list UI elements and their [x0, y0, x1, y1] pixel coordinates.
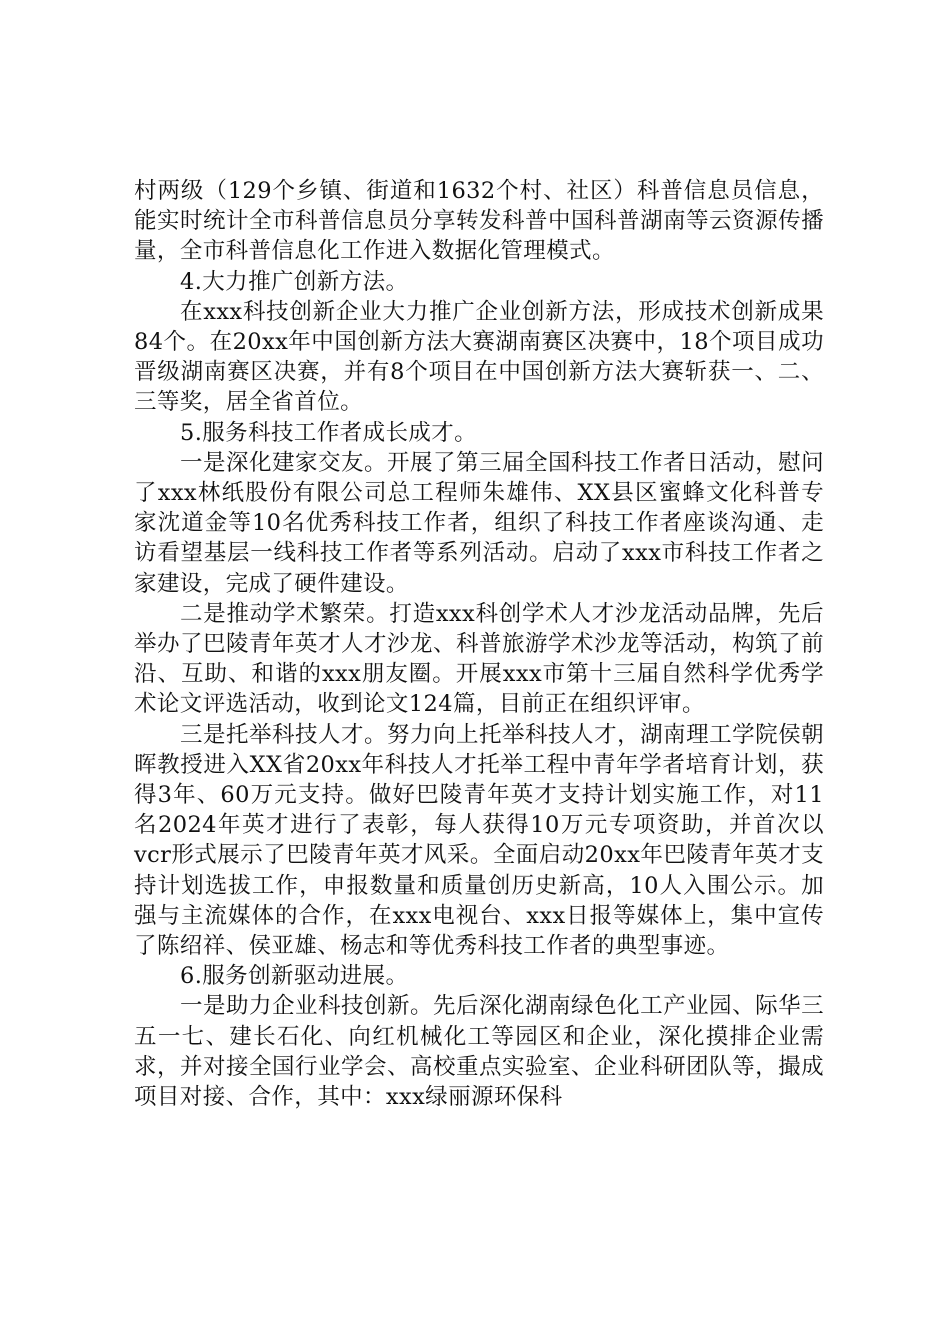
paragraph-1: 村两级（129个乡镇、街道和1632个村、社区）科普信息员信息，能实时统计全市科普信息员分享转发科普中国科普湖南等云资源传播量，全市科普信息化工作进入数据化管理模式。 [134, 178, 824, 265]
document-body [134, 176, 824, 1112]
paragraph-9: 一是助力企业科技创新。先后深化湖南绿色化工产业园、际华三五一七、建长石化、向红机械化工等园区和企业，深化摸排企业需求，并对接全国行业学会、高校重点实验室、企业科研团队等，撮成项目对接、合作，其中：xxx绿丽源环保科 [134, 993, 824, 1111]
paragraph-6: 二是推动学术繁荣。打造xxx科创学术人才沙龙活动品牌，先后举办了巴陵青年英才人才沙龙、科普旅游学术沙龙等活动，构筑了前沿、互助、和谐的xxx朋友圈。开展xxx市第十三届自然科学优秀学术论文评选活动，收到论文124篇，目前正在组织评审。 [134, 600, 824, 718]
paragraph-8-heading: 6.服务创新驱动进展。 [180, 963, 409, 990]
paragraph-4-heading: 5.服务科技工作者成长成才。 [180, 419, 478, 446]
paragraph-5: 一是深化建家交友。开展了第三届全国科技工作者日活动，慰问了xxx林纸股份有限公司总工程师朱雄伟、XX县区蜜蜂文化科普专家沈道金等10名优秀科技工作者，组织了科技工作者座谈沟通、走访看望基层一线科技工作者等系列活动。启动了xxx市科技工作者之家建设，完成了硬件建设。 [134, 449, 824, 597]
paragraph-7: 三是托举科技人才。努力向上托举科技人才，湖南理工学院侯朝晖教授进入XX省20xx年科技人才托举工程中青年学者培育计划，获得3年、60万元支持。做好巴陵青年英才支持计划实施工作，对11名2024年英才进行了表彰，每人获得10万元专项资助，并首次以vcr形式展示了巴陵青年英才风采。全面启动20xx年巴陵青年英才支持计划选拔工作，申报数量和质量创历史新高，10人入围公示。加强与主流媒体的合作，在xxx电视台、xxx日报等媒体上，集中宣传了陈绍祥、侯亚雄、杨志和等优秀科技工作者的典型事迹。 [134, 721, 824, 960]
paragraph-3: 在xxx科技创新企业大力推广企业创新方法，形成技术创新成果84个。在20xx年中国创新方法大赛湖南赛区决赛中，18个项目成功晋级湖南赛区决赛，并有8个项目在中国创新方法大赛斩获一、二、三等奖，居全省首位。 [134, 298, 824, 416]
paragraph-2-heading: 4.大力推广创新方法。 [180, 268, 409, 295]
